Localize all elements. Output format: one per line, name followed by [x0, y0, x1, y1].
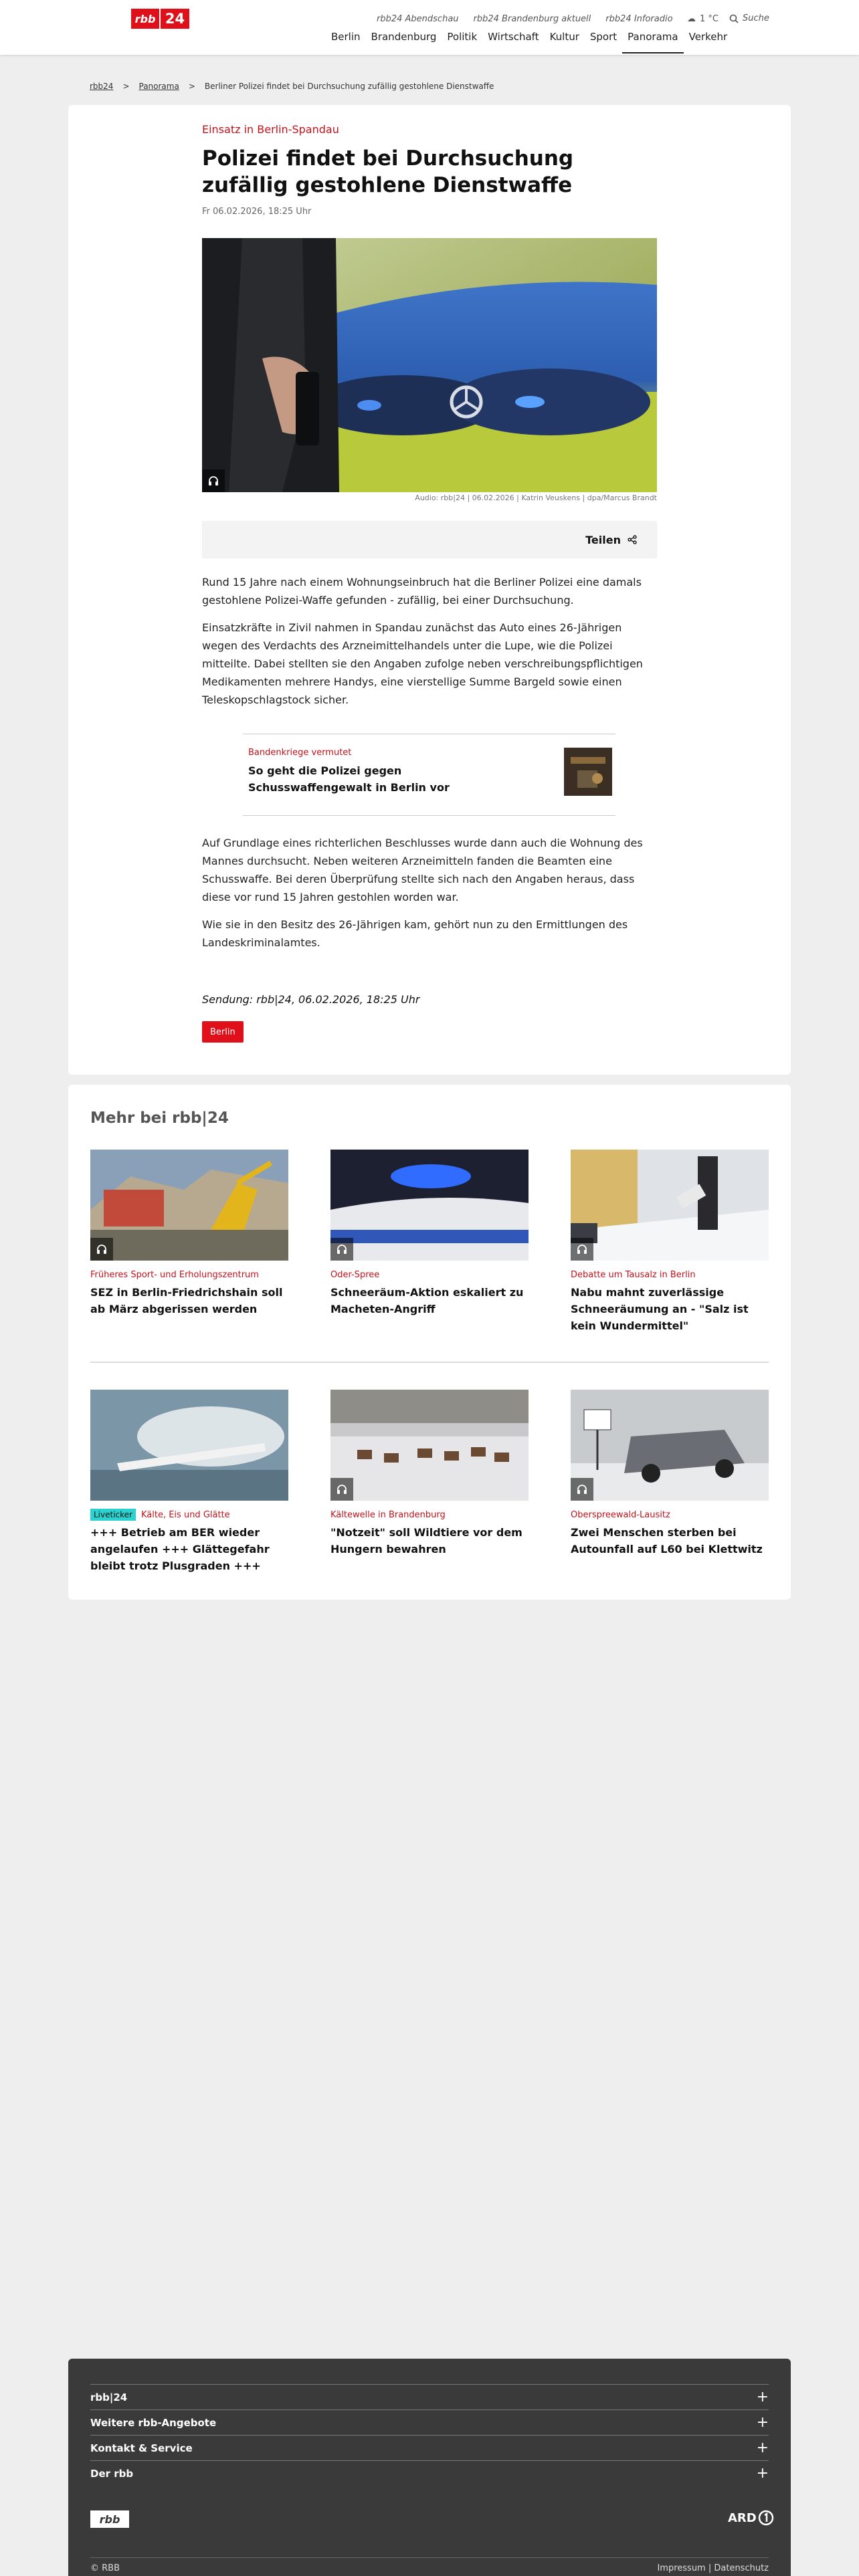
footer-bottom-bar: [90, 2557, 769, 2573]
nav-sport[interactable]: Sport: [589, 31, 617, 43]
audio-play-button[interactable]: [330, 1238, 353, 1261]
more-heading: Mehr bei rbb|24: [90, 1109, 229, 1127]
share-label: Teilen: [585, 533, 621, 546]
footer-accordion-kontakt[interactable]: [90, 2435, 769, 2460]
headphones-icon: [96, 1243, 108, 1255]
tile-image: [90, 1390, 288, 1501]
breadcrumb-separator: >: [188, 82, 195, 91]
ard-logo[interactable]: [728, 2510, 774, 2526]
breadcrumb-panorama[interactable]: Panorama: [138, 82, 179, 91]
footer-row-label: rbb|24: [90, 2391, 128, 2403]
logo-rbb: rbb: [131, 9, 159, 29]
section-divider: [90, 1362, 769, 1363]
nav-kultur[interactable]: Kultur: [549, 31, 579, 43]
tile-title: Nabu mahnt zuverlässige Schneeräumung an - "Salz ist kein Wundermittel": [571, 1286, 749, 1332]
tile-kicker: Debatte um Tausalz in Berlin: [571, 1270, 696, 1280]
headphones-icon: [576, 1483, 588, 1495]
teaser-kicker: Bandenkriege vermutet: [248, 748, 352, 758]
headphones-icon: [336, 1483, 348, 1495]
audio-play-button[interactable]: [90, 1238, 113, 1261]
teaser-title: So geht die Polizei gegen Schusswaffengewalt in Berlin vor: [248, 764, 450, 794]
sub-navigation: [377, 14, 673, 24]
footer-rbb-logo[interactable]: rbb: [90, 2510, 129, 2528]
audio-play-button[interactable]: [571, 1478, 593, 1501]
plus-icon: +: [756, 2414, 769, 2431]
footer-row-label: Der rbb: [90, 2467, 134, 2480]
teaser-tile[interactable]: [90, 1150, 288, 1317]
headphones-icon: [576, 1243, 588, 1255]
teaser-image: [564, 748, 612, 796]
nav-wirtschaft[interactable]: Wirtschaft: [488, 31, 539, 43]
footer-legal-links[interactable]: Impressum | Datenschutz: [657, 2563, 769, 2573]
sublink-abendschau[interactable]: rbb24 Abendschau: [377, 14, 459, 24]
footer-accordion-der-rbb[interactable]: [90, 2460, 769, 2486]
tile-kicker: Kältewelle in Brandenburg: [330, 1510, 446, 1520]
cloud-icon: ☁: [687, 14, 696, 24]
ard-label: ARD: [728, 2510, 757, 2525]
image-caption: Audio: rbb|24 | 06.02.2026 | Katrin Veuskens | dpa/Marcus Brandt: [415, 494, 657, 502]
teaser-tile[interactable]: [571, 1390, 769, 1558]
audio-play-button[interactable]: [330, 1478, 353, 1501]
rbb24-logo[interactable]: [131, 9, 189, 29]
nav-verkehr[interactable]: Verkehr: [688, 31, 728, 43]
share-icon: [628, 535, 637, 544]
headphones-icon: [336, 1243, 348, 1255]
tile-image: [571, 1390, 769, 1501]
nav-brandenburg[interactable]: Brandenburg: [371, 31, 437, 43]
teaser-tile[interactable]: [330, 1150, 529, 1317]
related-article-teaser[interactable]: [243, 734, 615, 816]
tile-image: [330, 1150, 529, 1261]
article-title: Polizei findet bei Durchsuchung zufällig gestohlene Dienstwaffe: [202, 146, 574, 197]
nav-berlin[interactable]: Berlin: [331, 31, 361, 43]
logo-24: 24: [159, 9, 189, 29]
tile-title: +++ Betrieb am BER wieder angelaufen +++ Glättegefahr bleibt trotz Plusgraden +++: [90, 1526, 270, 1572]
tile-title: Schneeräum-Aktion eskaliert zu Macheten-Angriff: [330, 1286, 524, 1315]
tile-kicker-row: [90, 1510, 288, 1520]
tile-image: [330, 1390, 529, 1501]
headphones-icon: [207, 475, 219, 487]
weather-widget[interactable]: [687, 14, 719, 24]
tile-kicker: Früheres Sport- und Erholungszentrum: [90, 1270, 259, 1280]
site-footer: [68, 2359, 791, 2576]
sublink-inforadio[interactable]: rbb24 Inforadio: [605, 14, 673, 24]
police-car-photo: [202, 238, 657, 492]
search-icon: [729, 14, 739, 23]
share-bar[interactable]: [202, 521, 657, 558]
footer-accordion-rbb24[interactable]: [90, 2384, 769, 2409]
copyright: © RBB: [90, 2563, 120, 2573]
article-date: Fr 06.02.2026, 18:25 Uhr: [202, 207, 312, 217]
footer-row-label: Kontakt & Service: [90, 2442, 193, 2454]
weather-temperature: 1 °C: [700, 14, 719, 24]
article-hero-image[interactable]: [202, 238, 657, 492]
teaser-tile[interactable]: [571, 1150, 769, 1334]
tile-image: [571, 1150, 769, 1261]
plus-icon: +: [756, 2465, 769, 2482]
article-paragraph-lead: Rund 15 Jahre nach einem Wohnungseinbruch hat die Berliner Polizei eine damals gestohlene Polizei-Waffe gefunden - zufällig, bei einer Durchsuchung.: [202, 576, 642, 607]
more-section: [68, 1085, 791, 1600]
plus-icon: +: [756, 2440, 769, 2456]
breadcrumb-current: Berliner Polizei findet bei Durchsuchung zufällig gestohlene Dienstwaffe: [204, 82, 494, 91]
nav-politik[interactable]: Politik: [447, 31, 478, 43]
teaser-tile[interactable]: [90, 1390, 288, 1574]
article-kicker: Einsatz in Berlin-Spandau: [202, 123, 339, 136]
breadcrumb-separator: >: [122, 82, 130, 91]
article-card: [68, 105, 791, 1075]
nav-panorama[interactable]: Panorama: [622, 31, 683, 53]
broadcast-info: Sendung: rbb|24, 06.02.2026, 18:25 Uhr: [202, 993, 420, 1006]
sublink-brandenburg-aktuell[interactable]: rbb24 Brandenburg aktuell: [473, 14, 591, 24]
audio-play-button[interactable]: [202, 469, 225, 492]
article-paragraph: Wie sie in den Besitz des 26-Jährigen kam, gehört nun zu den Ermittlungen des Landeskriminalamtes.: [202, 918, 628, 949]
search-button[interactable]: [729, 13, 769, 23]
ard-1-icon: [758, 2510, 774, 2526]
tile-title: Zwei Menschen sterben bei Autounfall auf L60 bei Klettwitz: [571, 1526, 763, 1555]
tile-kicker: Oberspreewald-Lausitz: [571, 1510, 670, 1520]
tile-title: "Notzeit" soll Wildtiere vor dem Hungern bewahren: [330, 1526, 522, 1555]
tile-image: [90, 1150, 288, 1261]
teaser-tile[interactable]: [330, 1390, 529, 1558]
breadcrumb: [90, 82, 494, 91]
article-paragraph: Auf Grundlage eines richterlichen Beschlusses wurde dann auch die Wohnung des Mannes durchsucht. Neben weiteren Arzneimitteln fanden die Beamten eine Schusswaffe. Bei deren Überprüfung stellte sich nach den Angaben heraus, dass diese vor rund 15 Jahren gestohlen worden war.: [202, 837, 643, 903]
plus-icon: +: [756, 2389, 769, 2405]
tag-berlin[interactable]: Berlin: [202, 1021, 244, 1043]
footer-row-label: Weitere rbb-Angebote: [90, 2416, 217, 2429]
tile-kicker: Kälte, Eis und Glätte: [140, 1510, 230, 1520]
main-navigation: [326, 31, 733, 53]
audio-play-button[interactable]: [571, 1238, 593, 1261]
tile-kicker: Oder-Spree: [330, 1270, 380, 1280]
liveticker-badge: Liveticker: [90, 1509, 136, 1521]
tile-title: SEZ in Berlin-Friedrichshain soll ab März abgerissen werden: [90, 1286, 283, 1315]
site-header: [0, 0, 859, 55]
article-paragraph: Einsatzkräfte in Zivil nahmen in Spandau zunächst das Auto eines 26-Jährigen wegen des Verdachts des Arzneimittelhandels unter die Lupe, wie die Polizei mitteilte. Dabei stellten sie den Angaben zufolge neben verschreibungspflichtigen Medikamenten mehrere Handys, eine vierstellige Summe Bargeld sowie einen Teleskopschlagstock sicher.: [202, 621, 643, 706]
search-label: Suche: [743, 13, 769, 23]
footer-accordion-weitere[interactable]: [90, 2409, 769, 2435]
breadcrumb-home[interactable]: rbb24: [90, 82, 114, 91]
